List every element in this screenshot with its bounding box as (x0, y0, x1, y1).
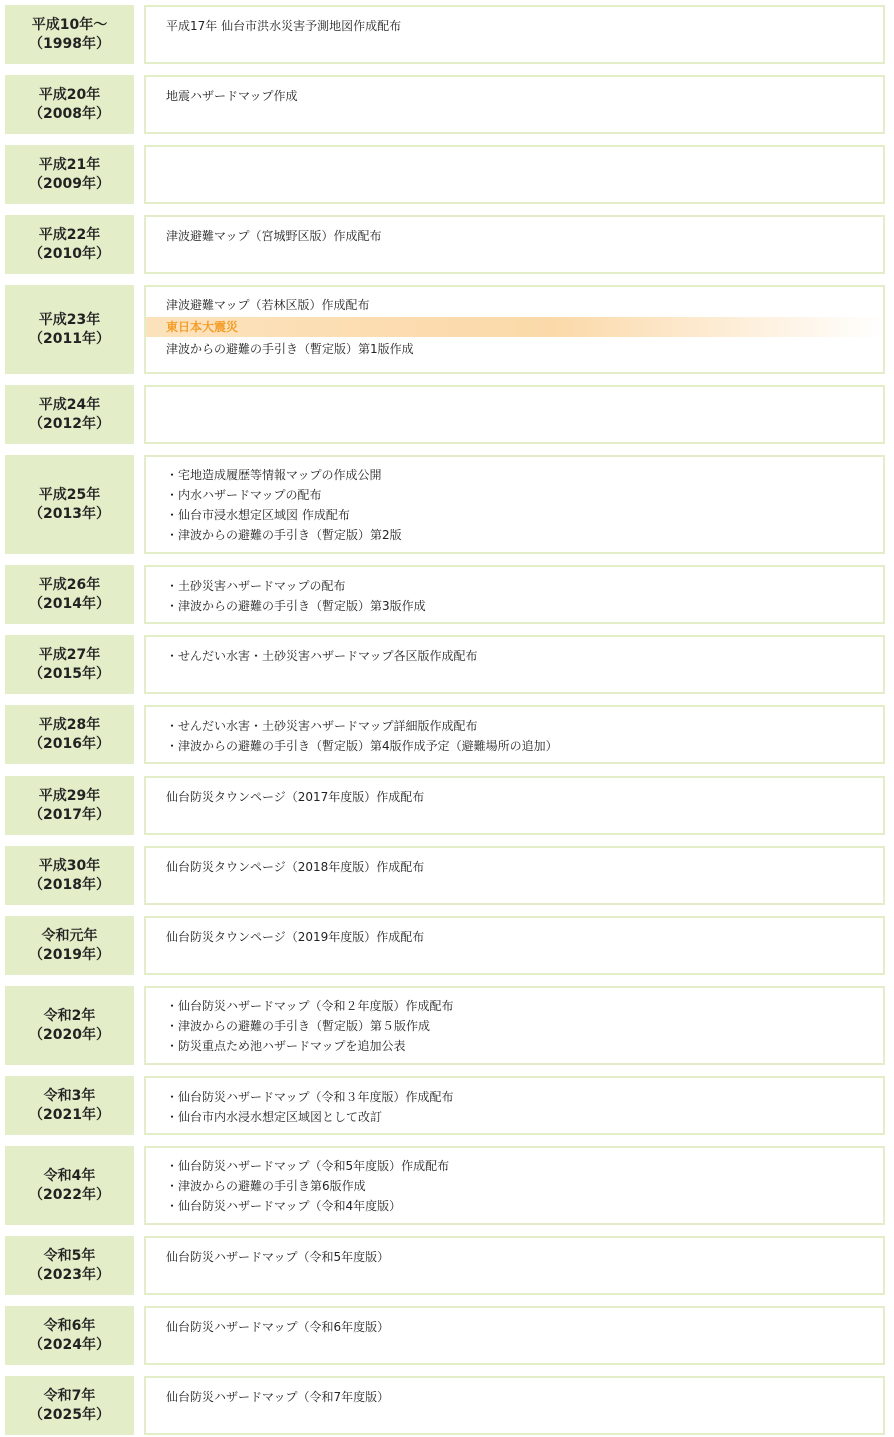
timeline-row (5, 1146, 885, 1225)
year-ad-label: （2012年） (29, 415, 110, 432)
event-line: 仙台防災ハザードマップ（令和6年度版） (166, 1320, 390, 1334)
timeline-row (5, 635, 885, 694)
year-ad-label: （2009年） (29, 175, 110, 192)
year-era-label: 平成28年 (38, 716, 101, 733)
event-cell (144, 285, 885, 374)
timeline-row (5, 385, 885, 444)
year-era-label: 平成22年 (38, 226, 101, 243)
year-era-label: 平成21年 (38, 156, 101, 173)
event-cell (144, 1306, 885, 1365)
year-cell (5, 455, 134, 554)
event-cell (144, 215, 885, 274)
timeline-row (5, 5, 885, 64)
year-era-label: 平成30年 (38, 857, 101, 874)
event-line: ・津波からの避難の手引き（暫定版）第3版作成 (166, 599, 426, 613)
event-cell (144, 5, 885, 64)
event-cell (144, 145, 885, 204)
event-line: ・仙台市浸水想定区域図 作成配布 (166, 508, 350, 522)
event-line: ・せんだい水害・土砂災害ハザードマップ各区版作成配布 (166, 649, 478, 663)
event-cell (144, 986, 885, 1065)
event-line: 地震ハザードマップ作成 (166, 89, 298, 103)
year-era-label: 平成26年 (38, 576, 101, 593)
event-line: 仙台防災タウンページ（2019年度版）作成配布 (166, 930, 425, 944)
timeline-row (5, 846, 885, 905)
event-line: ・津波からの避難の手引き第6版作成 (166, 1179, 366, 1193)
timeline-row (5, 916, 885, 975)
year-era-label: 令和2年 (43, 1007, 96, 1024)
timeline-row (5, 986, 885, 1065)
year-era-label: 平成29年 (38, 787, 101, 804)
timeline-row (5, 145, 885, 204)
year-ad-label: （2011年） (29, 330, 110, 347)
timeline-row (5, 1376, 885, 1435)
year-ad-label: （2013年） (29, 505, 110, 522)
year-era-label: 令和5年 (43, 1247, 96, 1264)
timeline-row (5, 1306, 885, 1365)
timeline-row (5, 705, 885, 764)
event-line: ・仙台防災ハザードマップ（令和4年度版） (166, 1199, 402, 1213)
year-era-label: 平成10年～ (31, 16, 108, 33)
event-cell (144, 1146, 885, 1225)
event-cell (144, 705, 885, 764)
event-cell (144, 776, 885, 835)
year-era-label: 令和4年 (43, 1167, 96, 1184)
year-era-label: 令和7年 (43, 1387, 96, 1404)
timeline-row (5, 455, 885, 554)
year-cell (5, 1076, 134, 1135)
year-cell (5, 5, 134, 64)
timeline-row (5, 1236, 885, 1295)
event-cell (144, 455, 885, 554)
year-cell (5, 285, 134, 374)
year-era-label: 令和6年 (43, 1317, 96, 1334)
event-line: ・津波からの避難の手引き（暫定版）第2版 (166, 528, 402, 542)
timeline-row (5, 285, 885, 374)
year-cell (5, 385, 134, 444)
event-line: 津波からの避難の手引き（暫定版）第1版作成 (166, 342, 414, 356)
event-cell (144, 385, 885, 444)
year-cell (5, 565, 134, 624)
year-ad-label: （2017年） (29, 806, 110, 823)
event-line: 仙台防災タウンページ（2018年度版）作成配布 (166, 860, 425, 874)
timeline-row (5, 215, 885, 274)
year-cell (5, 1146, 134, 1225)
year-ad-label: （2008年） (29, 105, 110, 122)
timeline-row (5, 75, 885, 134)
event-line: ・仙台防災ハザードマップ（令和３年度版）作成配布 (166, 1090, 454, 1104)
year-ad-label: （2010年） (29, 245, 110, 262)
event-line: ・仙台防災ハザードマップ（令和5年度版）作成配布 (166, 1159, 450, 1173)
year-cell (5, 916, 134, 975)
year-ad-label: （2018年） (29, 876, 110, 893)
year-ad-label: （1998年） (29, 35, 110, 52)
event-line: 津波避難マップ（宮城野区版）作成配布 (166, 229, 382, 243)
event-line: ・仙台市内水浸水想定区域図として改訂 (166, 1110, 383, 1124)
event-line: 仙台防災ハザードマップ（令和7年度版） (166, 1390, 390, 1404)
event-line: ・仙台防災ハザードマップ（令和２年度版）作成配布 (166, 999, 454, 1013)
year-cell (5, 215, 134, 274)
event-cell (144, 635, 885, 694)
event-line: 津波避難マップ（若林区版）作成配布 (166, 298, 370, 312)
year-era-label: 令和元年 (41, 927, 98, 944)
year-era-label: 平成25年 (38, 486, 101, 503)
event-line: ・津波からの避難の手引き（暫定版）第4版作成予定（避難場所の追加） (166, 739, 558, 753)
event-cell (144, 75, 885, 134)
year-era-label: 平成24年 (38, 396, 101, 413)
event-cell (144, 1076, 885, 1135)
year-ad-label: （2021年） (29, 1106, 110, 1123)
year-ad-label: （2025年） (29, 1406, 110, 1423)
year-ad-label: （2016年） (29, 735, 110, 752)
year-cell (5, 705, 134, 764)
year-cell (5, 1306, 134, 1365)
event-cell (144, 846, 885, 905)
year-era-label: 令和3年 (43, 1087, 96, 1104)
timeline-row (5, 1076, 885, 1135)
year-cell (5, 986, 134, 1065)
event-line: 仙台防災ハザードマップ（令和5年度版） (166, 1250, 390, 1264)
year-cell (5, 1376, 134, 1435)
year-ad-label: （2022年） (29, 1186, 110, 1203)
year-cell (5, 635, 134, 694)
event-cell (144, 916, 885, 975)
timeline-row (5, 565, 885, 624)
year-era-label: 平成23年 (38, 311, 101, 328)
year-ad-label: （2023年） (29, 1266, 110, 1283)
event-line: ・せんだい水害・土砂災害ハザードマップ詳細版作成配布 (166, 719, 478, 733)
event-line: ・宅地造成履歴等情報マップの作成公開 (166, 468, 382, 482)
event-cell (144, 565, 885, 624)
event-line: ・土砂災害ハザードマップの配布 (166, 579, 346, 593)
year-ad-label: （2019年） (29, 946, 110, 963)
year-cell (5, 1236, 134, 1295)
year-ad-label: （2014年） (29, 595, 110, 612)
event-line: ・防災重点ため池ハザードマップを追加公表 (166, 1039, 406, 1053)
timeline-row (5, 776, 885, 835)
event-cell (144, 1376, 885, 1435)
year-cell (5, 776, 134, 835)
year-cell (5, 75, 134, 134)
year-cell (5, 145, 134, 204)
event-line: ・内水ハザードマップの配布 (166, 488, 322, 502)
year-ad-label: （2020年） (29, 1026, 110, 1043)
year-era-label: 平成27年 (38, 646, 101, 663)
event-line: 平成17年 仙台市洪水災害予測地図作成配布 (166, 19, 402, 33)
event-cell (144, 1236, 885, 1295)
earthquake-highlight: 東日本大震災 (146, 317, 885, 337)
year-cell (5, 846, 134, 905)
year-ad-label: （2015年） (29, 665, 110, 682)
event-line: 仙台防災タウンページ（2017年度版）作成配布 (166, 790, 425, 804)
event-line: ・津波からの避難の手引き（暫定版）第５版作成 (166, 1019, 431, 1033)
year-era-label: 平成20年 (38, 86, 101, 103)
year-ad-label: （2024年） (29, 1336, 110, 1353)
